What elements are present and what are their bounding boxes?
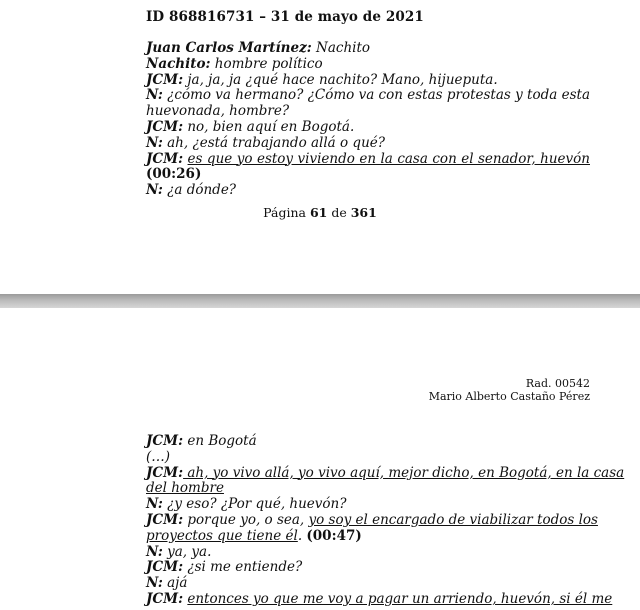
utterance: ¿a dónde? (162, 182, 237, 199)
judge-name: Mario Alberto Castaño Pérez (428, 390, 590, 403)
transcript-line (146, 57, 590, 73)
speaker-label: JCM: (146, 433, 184, 449)
page-footer (0, 205, 640, 220)
transcript-line (146, 529, 590, 545)
transcript-line (146, 590, 613, 608)
utterance: huevonada, hombre? (146, 103, 290, 120)
transcript-line (146, 511, 598, 529)
utterance: ah, ¿está trabajando allá o qué? (162, 134, 385, 151)
transcript-line (146, 136, 590, 152)
speaker-label: N: (146, 543, 163, 560)
speaker-label: N: (146, 87, 163, 104)
utterance: . (297, 527, 307, 544)
speaker-label: JCM: (146, 590, 184, 607)
utterance: Nachito (311, 40, 371, 56)
speaker-label: JCM: (146, 559, 184, 576)
utterance: (…) (146, 448, 171, 465)
footer-middle: de (327, 205, 351, 220)
transcript-line (146, 167, 590, 183)
utterance: en Bogotá (183, 433, 257, 449)
utterance: ajá (162, 575, 188, 592)
transcript-line (146, 120, 590, 136)
transcript-line (146, 152, 590, 168)
speaker-label: Nachito: (146, 55, 211, 72)
underlined-utterance: ah, yo vivo allá, yo vivo aquí, mejor dicho, en Bogotá, en la casa (183, 464, 625, 481)
transcript-block (146, 433, 625, 608)
document-heading: ID 868816731 – 31 de mayo de 2021 (146, 9, 424, 25)
transcript-line (146, 73, 590, 89)
utterance: ¿y eso? ¿Por qué, huevón? (162, 496, 347, 513)
document-page-2 (0, 308, 640, 610)
transcript-block (146, 41, 590, 199)
page-separator (0, 294, 640, 308)
transcript-line (146, 545, 590, 561)
underlined-utterance: entonces yo que me voy a pagar un arriendo, huevón, si él me (187, 590, 613, 607)
transcript-line (146, 450, 590, 466)
page-number: 61 (309, 205, 328, 220)
transcript-line (146, 88, 590, 104)
utterance: no, bien aquí en Bogotá. (183, 118, 355, 135)
utterance: ¿si me entiende? (183, 559, 303, 576)
underlined-utterance: del hombre (146, 480, 224, 497)
underlined-utterance: proyectos que tiene él (146, 527, 298, 544)
footer-prefix: Página (263, 205, 310, 220)
utterance: hombre político (210, 55, 323, 72)
transcript-line (146, 497, 590, 513)
underlined-utterance: yo soy el encargado de viabilizar todos los (308, 511, 598, 528)
document-page-1 (0, 0, 640, 294)
utterance: ja, ja, ja ¿qué hace nachito? Mano, hijueputa. (183, 71, 498, 88)
utterance: porque yo, o sea, (183, 511, 309, 528)
transcript-line (146, 576, 590, 592)
transcript-line (146, 464, 625, 482)
speaker-label: N: (146, 496, 163, 513)
transcript-line (146, 41, 590, 57)
speaker-label: JCM: (146, 118, 184, 135)
speaker-label: N: (146, 575, 163, 592)
page-total: 361 (350, 205, 377, 220)
speaker-label: JCM: (146, 511, 184, 528)
speaker-label: N: (146, 134, 163, 151)
underlined-utterance: es que yo estoy viviendo en la casa con el senador, huevón (187, 150, 590, 167)
transcript-line (146, 481, 590, 497)
transcript-line (146, 560, 590, 576)
timestamp: (00:47) (306, 527, 362, 544)
transcript-line (146, 104, 590, 120)
timestamp: (00:26) (146, 166, 202, 183)
case-number: Rad. 00542 (525, 377, 590, 390)
speaker-label: N: (146, 182, 163, 199)
transcript-line (146, 434, 590, 450)
transcript-line (146, 183, 590, 199)
speaker-label: JCM: (146, 150, 184, 167)
speaker-label: JCM: (146, 464, 184, 481)
utterance: ya, ya. (162, 543, 212, 560)
speaker-label: Juan Carlos Martínez: (146, 40, 312, 56)
utterance: ¿cómo va hermano? ¿Cómo va con estas protestas y toda esta (162, 87, 590, 104)
speaker-label: JCM: (146, 71, 184, 88)
